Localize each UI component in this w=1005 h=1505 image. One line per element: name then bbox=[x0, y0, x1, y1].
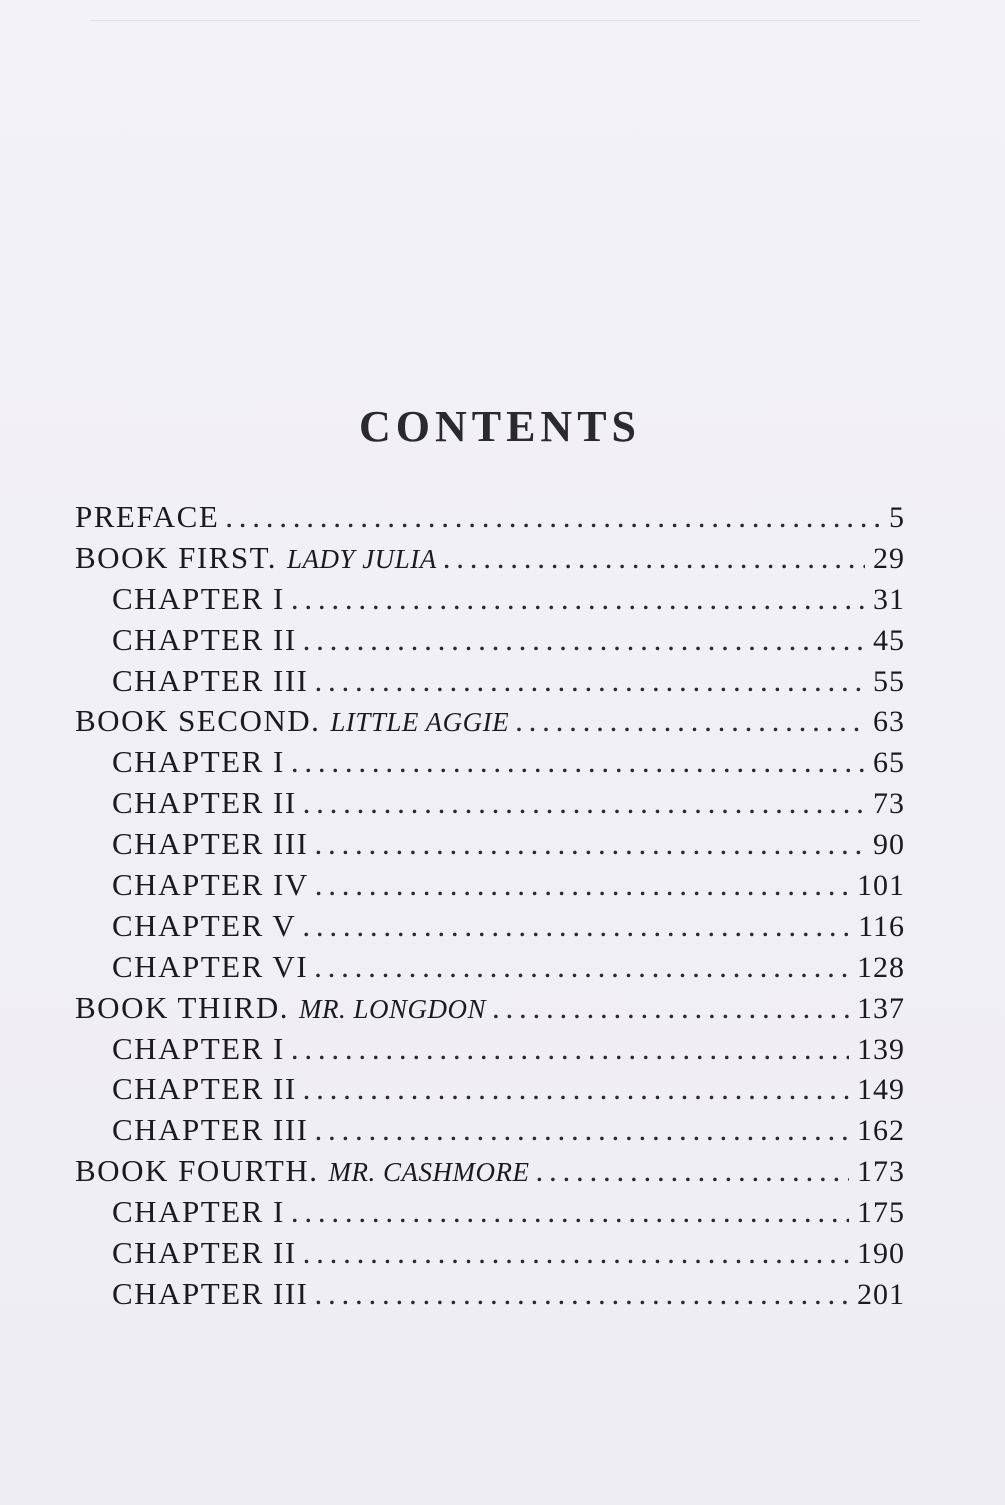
toc-entry bbox=[75, 622, 905, 663]
toc-entry bbox=[75, 1071, 905, 1112]
toc-entry-page-number: 73 bbox=[873, 787, 905, 821]
toc-entry-label: CHAPTER VI bbox=[112, 948, 309, 984]
toc-entry bbox=[75, 1153, 905, 1194]
toc-entry-page-number: 173 bbox=[857, 1155, 905, 1189]
toc-entry-page-number: 149 bbox=[857, 1073, 905, 1107]
toc-entry bbox=[75, 1235, 905, 1276]
dot-leader bbox=[535, 1153, 849, 1189]
toc-entry-page-number: 201 bbox=[857, 1277, 905, 1311]
toc-entry bbox=[75, 908, 905, 949]
toc-entry bbox=[75, 499, 905, 540]
toc-entry-page-number: 5 bbox=[889, 501, 905, 534]
toc-entry-label: BOOK FOURTH. bbox=[75, 1153, 319, 1189]
toc-entry-label: CHAPTER III bbox=[112, 1112, 309, 1148]
toc-entry-label: BOOK SECOND. bbox=[75, 703, 321, 739]
toc-entry-label: CHAPTER III bbox=[112, 1275, 309, 1311]
toc-entry-label: CHAPTER I bbox=[112, 1030, 285, 1066]
page-title: CONTENTS bbox=[358, 402, 642, 452]
toc-entry-label: BOOK THIRD. bbox=[75, 989, 289, 1025]
dot-leader bbox=[291, 744, 865, 780]
toc-entry bbox=[75, 663, 905, 704]
dot-leader bbox=[291, 1031, 849, 1067]
toc-entry-label: CHAPTER I bbox=[112, 744, 285, 780]
dot-leader bbox=[443, 540, 865, 576]
dot-leader bbox=[303, 785, 865, 821]
dot-leader bbox=[492, 990, 849, 1026]
toc-entry bbox=[75, 990, 905, 1031]
toc-entry-page-number: 31 bbox=[873, 582, 905, 616]
toc-entry-page-number: 63 bbox=[873, 705, 905, 739]
toc-entry-label: CHAPTER III bbox=[112, 662, 309, 698]
dot-leader bbox=[314, 1112, 849, 1148]
toc-entry-label: CHAPTER I bbox=[112, 580, 285, 616]
toc-entry-page-number: 29 bbox=[873, 541, 905, 575]
toc-entry-label: CHAPTER IV bbox=[112, 867, 309, 903]
toc-entry bbox=[75, 703, 905, 744]
dot-leader bbox=[314, 1276, 849, 1312]
toc-entry-label: CHAPTER III bbox=[112, 826, 309, 862]
toc-entry bbox=[75, 1112, 905, 1153]
dot-leader bbox=[291, 581, 865, 617]
toc-entry bbox=[75, 867, 905, 908]
toc-entry-label: CHAPTER I bbox=[112, 1194, 285, 1230]
toc-entry bbox=[75, 744, 905, 785]
table-of-contents bbox=[75, 499, 905, 1317]
toc-entry-label: BOOK FIRST. bbox=[75, 539, 277, 575]
toc-entry-subtitle: LADY JULIA bbox=[286, 543, 437, 574]
toc-entry bbox=[75, 1031, 905, 1072]
toc-entry-page-number: 116 bbox=[858, 909, 905, 943]
dot-leader bbox=[302, 908, 850, 944]
toc-entry-page-number: 65 bbox=[873, 746, 905, 780]
toc-entry-label: PREFACE bbox=[75, 499, 220, 534]
dot-leader bbox=[291, 1194, 849, 1230]
dot-leader bbox=[515, 703, 865, 739]
dot-leader bbox=[225, 499, 881, 535]
toc-entry-page-number: 90 bbox=[873, 828, 905, 862]
toc-entry bbox=[75, 785, 905, 826]
toc-entry-label: CHAPTER II bbox=[112, 621, 297, 657]
dot-leader bbox=[303, 622, 865, 658]
toc-entry-page-number: 175 bbox=[857, 1196, 905, 1230]
toc-entry-page-number: 55 bbox=[873, 664, 905, 698]
toc-entry-subtitle: LITTLE AGGIE bbox=[330, 707, 510, 738]
dot-leader bbox=[315, 867, 849, 903]
toc-entry-label: CHAPTER II bbox=[112, 1071, 297, 1107]
toc-entry-page-number: 162 bbox=[857, 1114, 905, 1148]
toc-entry-label: CHAPTER II bbox=[112, 785, 297, 821]
dot-leader bbox=[303, 1071, 849, 1107]
toc-entry-page-number: 45 bbox=[873, 623, 905, 657]
toc-entry bbox=[75, 540, 905, 581]
toc-entry-subtitle: MR. LONGDON bbox=[299, 993, 487, 1024]
dot-leader bbox=[314, 826, 865, 862]
toc-entry-page-number: 139 bbox=[857, 1032, 905, 1066]
dot-leader bbox=[303, 1235, 849, 1271]
toc-entry bbox=[75, 826, 905, 867]
toc-entry bbox=[75, 581, 905, 622]
toc-entry-label: CHAPTER V bbox=[112, 907, 297, 943]
toc-entry-page-number: 190 bbox=[857, 1237, 905, 1271]
dot-leader bbox=[314, 949, 849, 985]
toc-entry-page-number: 137 bbox=[857, 991, 905, 1025]
toc-entry bbox=[75, 949, 905, 990]
toc-entry bbox=[75, 1276, 905, 1317]
toc-entry-label: CHAPTER II bbox=[112, 1235, 297, 1271]
toc-entry-page-number: 101 bbox=[857, 869, 905, 903]
toc-entry-subtitle: MR. CASHMORE bbox=[328, 1157, 530, 1188]
toc-entry-page-number: 128 bbox=[857, 950, 905, 984]
dot-leader bbox=[314, 663, 865, 699]
bleed-through-rule bbox=[90, 20, 920, 21]
toc-entry bbox=[75, 1194, 905, 1235]
